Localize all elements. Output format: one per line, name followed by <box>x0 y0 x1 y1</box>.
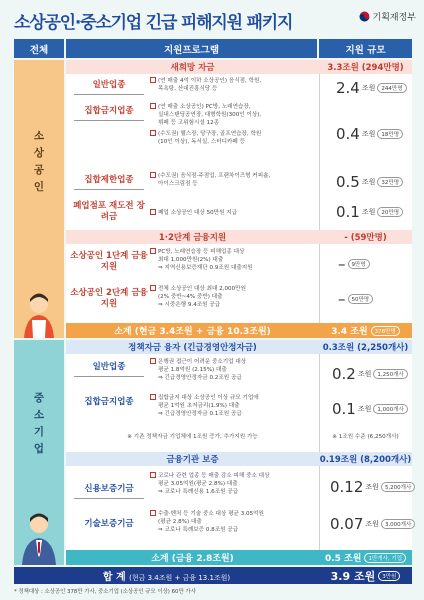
program-general: 일반업종 <box>92 80 126 90</box>
header-scale: 지원 규모 <box>319 39 412 58</box>
program-loan-stage1: 소상공인 1단계 금융지원 <box>70 251 148 272</box>
program-description: 코로나 관련 업종 등 매출 감소 피해 중소 대상 평균 3.05억원(평균 2.8%) 대출 ⇒ 코로나 특례신용 1.6조원 공급 <box>150 472 316 496</box>
amount-restricted: 0.5 조원 32만명 <box>336 173 403 191</box>
amount-prohibited: 0.4 조원 18만명 <box>336 125 403 143</box>
category-label: 소 상 공 인 <box>33 130 45 193</box>
category-label: 중 소 기 업 <box>33 392 45 455</box>
program-description: (수도권) 음식점·주점업, 프랜차이즈형 커피숍, 아이스크림점 등 <box>150 172 316 188</box>
divider <box>74 498 144 499</box>
program-description: (연 매출 소상공인) PC방, 노래연습장, 실내스탠딩공연장, 대형학원(300인 이상), 뷔페 등 고위험시설 12종 (수도권) 헬스장, 당구장, 골프연습장, 학원 (10인 이상), 독서실, 스터디카페 등 <box>150 103 316 146</box>
amount-closure-restart: 0.1 조원 20만명 <box>336 203 403 221</box>
small-business-panel <box>66 60 412 323</box>
amount-sme-general: 0.2 조원 1,250개사 <box>332 365 408 383</box>
amount-loan-stage2: – 50만명 <box>338 290 373 308</box>
footnote: * 정책대상 : 소상공인 378만 가사, 중소기업 (소상공인 규모 이상) 60만 가사 <box>14 589 196 595</box>
section-policy-loan: 정책자금 융자 (긴급경영안정자금) 0.3조원 (2,250개사) <box>66 340 412 354</box>
section-financial-support: 1·2단계 금융지원 - (59만명) <box>66 230 412 244</box>
ministry-logo <box>359 10 416 23</box>
header-program: 지원프로그램 <box>66 39 317 58</box>
shop-owner-illustration <box>14 290 64 338</box>
office-worker-illustration <box>14 510 64 565</box>
program-description: PC방, 노래연습장 등 피해업종 대상 최대 1,000만원(2%) 대출 ⇒ 지역신용보증재단 0.9조원 대출지원 <box>150 248 316 272</box>
amount-loan-stage1: – 9만명 <box>338 255 370 273</box>
page-title: 소상공인·중소기업 긴급 피해지원 패키지 <box>14 13 293 33</box>
program-sme-prohibited: 집합금지업종 <box>84 397 134 407</box>
divider <box>74 94 144 95</box>
total-detail: (현금 3.4조원 + 금융 13.1조원) <box>129 574 231 582</box>
ministry-name: 기획재정부 <box>372 13 416 23</box>
program-description: (연 매출 4억 이하 소상공인) 음식점, 학원, 목욕탕, 산대진흥식당 등 <box>150 77 316 93</box>
small-business-subtotal: 소계 (현금 3.4조원 + 금융 10.3조원) 3.4 조원 378만명 <box>66 323 412 338</box>
program-description: 은행권 접근이 어려운 중소기업 대상 평균 1.8억원 (2.15%) 대출 ⇒ 긴급경영안정자금 0.2조원 공급 <box>150 358 316 382</box>
policy-loan-note: ※ 기존 정책자금 기업체에 1조원 증가, 추가지원 가능 <box>127 434 258 440</box>
program-closure-restart: 폐업점포 재도전 장려금 <box>73 201 145 222</box>
section-new-hope-fund: 새희망 자금 3.3조원 (294만명) <box>66 60 412 74</box>
program-description: 전체 소상공인 대상 최대 2,000만원 (2% 중반~4% 중반) 대출 ⇒ 시중은행 9.4조원 공급 <box>150 285 316 309</box>
program-prohibited: 집합금지업종 <box>84 106 134 116</box>
column-divider <box>319 340 320 550</box>
taeguk-icon <box>359 11 370 22</box>
total-label: 합 계 <box>102 572 126 583</box>
program-credit-guarantee: 신용보증기금 <box>84 484 134 494</box>
program-sme-general: 일반업종 <box>92 362 126 372</box>
amount-sme-prohibited: 0.1 조원 1,000개사 <box>332 400 408 418</box>
divider <box>74 376 144 377</box>
total-badge: 3만원 <box>378 571 400 581</box>
program-description: 폐업 소상공인 대상 50만원 지급 <box>150 209 316 217</box>
amount-tech-guarantee: 0.07 조원 3,000개사 <box>330 515 415 533</box>
program-tech-guarantee: 기술보증기금 <box>84 519 134 529</box>
section-guarantee: 금융기관 보증 0.19조원 (8,200개사) <box>66 452 412 466</box>
divider <box>74 120 144 121</box>
program-description: 집합금지 대상 소상공인 이상 규모 기업에 평균 1억원 초저금리(1.9%) 대출 ⇒ 긴급경영안정자금 0.1조원 공급 <box>150 394 316 418</box>
program-description: 수출·벤처 등 기술 중소 대상 평균 3.05억원 (평균 2.8%) 대출 ⇒ 코로나 특례보증 0.8조원 공급 <box>150 510 316 534</box>
header-category: 전체 <box>14 39 64 58</box>
amount-credit-guarantee: 0.12 조원 5,200개사 <box>330 478 415 496</box>
program-loan-stage2: 소상공인 2단계 금융지원 <box>70 288 148 309</box>
divider <box>74 189 144 190</box>
grand-total <box>14 567 412 584</box>
amount-general: 2.4 조원 244만명 <box>336 79 407 97</box>
column-divider <box>319 60 320 323</box>
policy-loan-note-amount: ※ 1조원 수준 (6,250개사) <box>332 434 399 440</box>
sme-subtotal: 소계 (금융 2.8조원) 0.5 조원 1만개사, 기업 <box>66 550 412 565</box>
program-restricted: 집합제한업종 <box>84 175 134 185</box>
total-amount: 3.9 조원 <box>330 569 376 583</box>
